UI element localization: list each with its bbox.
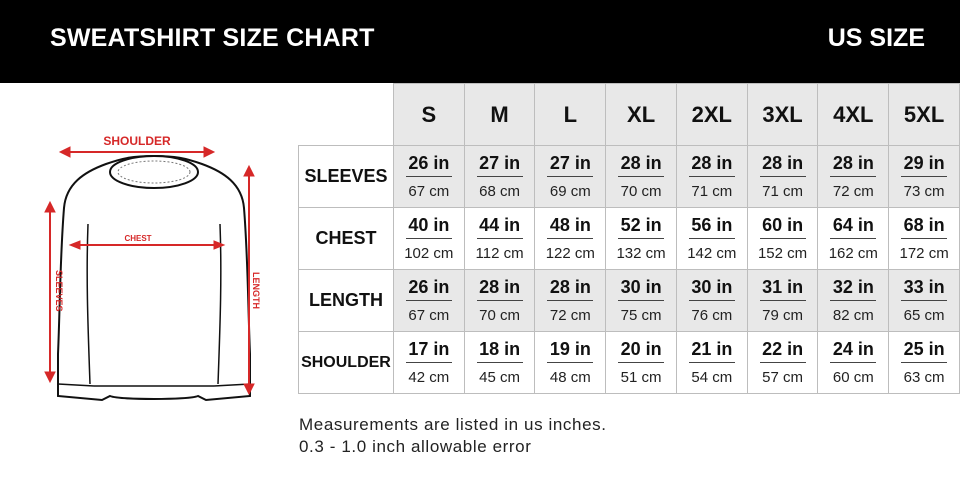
table-cell: 28 in 71 cm (676, 146, 747, 208)
sweatshirt-collar (110, 156, 198, 188)
size-header-row (299, 84, 960, 146)
table-cell: 28 in 72 cm (818, 146, 889, 208)
size-col-xl: XL (606, 84, 677, 146)
row-label-chest: CHEST (299, 208, 394, 270)
table-cell: 25 in 63 cm (889, 332, 960, 394)
table-cell: 28 in 70 cm (464, 270, 535, 332)
table-cell: 30 in 75 cm (606, 270, 677, 332)
table-cell: 52 in 132 cm (606, 208, 677, 270)
table-cell: 40 in 102 cm (393, 208, 464, 270)
table-cell: 31 in 79 cm (747, 270, 818, 332)
table-row-sleeves (299, 146, 960, 208)
table-cell: 26 in 67 cm (393, 146, 464, 208)
row-label-length: LENGTH (299, 270, 394, 332)
table-cell: 28 in 70 cm (606, 146, 677, 208)
size-col-3xl: 3XL (747, 84, 818, 146)
sweatshirt-diagram (28, 128, 280, 410)
table-row-chest (299, 208, 960, 270)
table-cell: 27 in 68 cm (464, 146, 535, 208)
table-cell: 33 in 65 cm (889, 270, 960, 332)
shoulder-label: SHOULDER (103, 134, 171, 148)
table-cell: 27 in 69 cm (535, 146, 606, 208)
size-chart-table (298, 83, 960, 394)
table-cell: 28 in 72 cm (535, 270, 606, 332)
shoulder-arrow (60, 147, 214, 157)
table-cell: 29 in 73 cm (889, 146, 960, 208)
table-corner (299, 84, 394, 146)
table-row-length (299, 270, 960, 332)
sleeves-label: SLEEVES (54, 270, 64, 312)
table-cell: 18 in 45 cm (464, 332, 535, 394)
size-col-4xl: 4XL (818, 84, 889, 146)
table-cell: 60 in 152 cm (747, 208, 818, 270)
table-cell: 26 in 67 cm (393, 270, 464, 332)
row-label-shoulder: SHOULDER (299, 332, 394, 394)
table-cell: 28 in 71 cm (747, 146, 818, 208)
table-cell: 32 in 82 cm (818, 270, 889, 332)
sweatshirt-illustration (28, 128, 280, 410)
table-cell: 22 in 57 cm (747, 332, 818, 394)
sleeves-arrow (45, 202, 55, 382)
size-col-s: S (393, 84, 464, 146)
table-cell: 56 in 142 cm (676, 208, 747, 270)
page-title: SWEATSHIRT SIZE CHART (50, 24, 375, 52)
length-label: LENGTH (251, 272, 261, 309)
table-cell: 21 in 54 cm (676, 332, 747, 394)
table-cell: 24 in 60 cm (818, 332, 889, 394)
size-col-m: M (464, 84, 535, 146)
size-region-label: US SIZE (827, 24, 925, 52)
measurement-notes (299, 414, 607, 458)
table-cell: 64 in 162 cm (818, 208, 889, 270)
table-cell: 44 in 112 cm (464, 208, 535, 270)
table-cell: 30 in 76 cm (676, 270, 747, 332)
table-row-shoulder (299, 332, 960, 394)
note-line-error: 0.3 - 1.0 inch allowable error (299, 437, 532, 456)
table-cell: 19 in 48 cm (535, 332, 606, 394)
table-cell: 48 in 122 cm (535, 208, 606, 270)
size-col-2xl: 2XL (676, 84, 747, 146)
size-col-5xl: 5XL (889, 84, 960, 146)
chest-label: CHEST (124, 234, 152, 243)
table-cell: 68 in 172 cm (889, 208, 960, 270)
size-col-l: L (535, 84, 606, 146)
table-cell: 17 in 42 cm (393, 332, 464, 394)
note-line-units: Measurements are listed in us inches. (299, 415, 607, 434)
table-cell: 20 in 51 cm (606, 332, 677, 394)
header-bar (0, 0, 960, 83)
row-label-sleeves: SLEEVES (299, 146, 394, 208)
